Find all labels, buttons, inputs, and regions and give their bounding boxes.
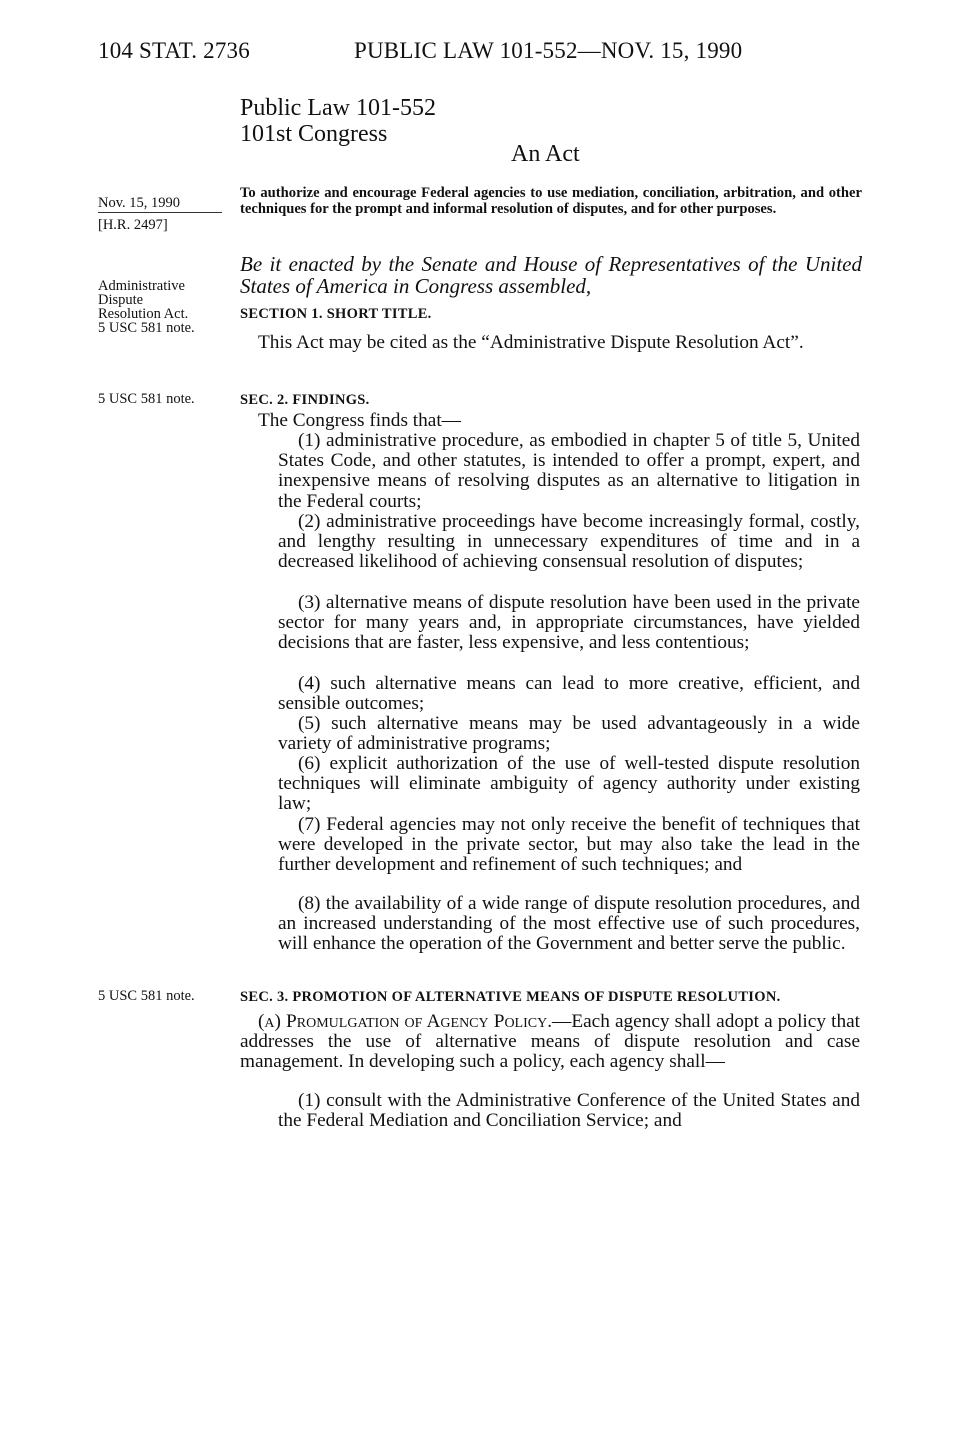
section-2-margin-note xyxy=(98,392,230,406)
margin-line: 5 USC 581 note. xyxy=(98,988,195,1004)
enactment-date xyxy=(98,196,230,210)
margin-line: 5 USC 581 note. xyxy=(98,391,195,407)
finding-1: (1) administrative procedure, as embodied in chapter 5 of title 5, United States Code, and other statutes, is intended to offer a prompt, expert, and inexpensive means of resolving disputes as an alternative to litigation in the Federal courts; xyxy=(278,430,860,512)
margin-line: 5 USC 581 note. xyxy=(98,320,195,336)
bill-number xyxy=(98,218,230,232)
finding-4: (4) such alternative means can lead to more creative, efficient, and sensible outcomes; xyxy=(278,673,860,715)
enacting-clause: Be it enacted by the Senate and House of Representatives of the United States of America in Congress assembled, xyxy=(240,252,862,298)
stat-page-number: 104 STAT. 2736 xyxy=(98,38,250,63)
margin-line: Resolution Act. xyxy=(98,306,189,322)
purpose-statement: To authorize and encourage Federal agencies to use mediation, conciliation, arbitration, and other techniques for the prompt and informal resolution of disputes, and for other purposes. xyxy=(240,185,862,217)
date-text: Nov. 15, 1990 xyxy=(98,195,181,211)
bill-text: [H.R. 2497] xyxy=(98,217,168,233)
finding-2: (2) administrative proceedings have become increasingly formal, costly, and lengthy resulting in unnecessary expenditures of time and in a decreased likelihood of achieving consensual resolution of disputes; xyxy=(278,511,860,573)
congress-number: 101st Congress xyxy=(240,121,388,147)
subsection-a-item-1: (1) consult with the Administrative Conference of the United States and the Federal Mediation and Conciliation Service; and xyxy=(278,1090,860,1132)
short-title-margin-note xyxy=(98,279,230,335)
findings-intro: The Congress finds that— xyxy=(258,410,461,431)
margin-line: Dispute xyxy=(98,292,144,308)
running-title: PUBLIC LAW 101-552—NOV. 15, 1990 xyxy=(354,38,743,63)
subsection-a xyxy=(240,1012,860,1073)
finding-6: (6) explicit authorization of the use of well-tested dispute resolution techniques will eliminate ambiguity of agency authority under existing law; xyxy=(278,753,860,815)
section-1-heading: SECTION 1. SHORT TITLE. xyxy=(240,306,432,322)
section-1-text: This Act may be cited as the “Administrative Dispute Resolution Act”. xyxy=(258,332,804,353)
public-law-number: Public Law 101-552 xyxy=(240,95,436,121)
margin-line: Administrative xyxy=(98,278,185,294)
finding-3: (3) alternative means of dispute resolution have been used in the private sector for many years and, in appropriate circumstances, have yielded decisions that are faster, less expensive, and less contentious; xyxy=(278,592,860,654)
act-label: An Act xyxy=(511,141,580,167)
subsection-a-label: (a) Promulgation of Agency Policy. xyxy=(258,1011,553,1032)
section-3-heading: SEC. 3. PROMOTION OF ALTERNATIVE MEANS OF DISPUTE RESOLUTION. xyxy=(240,989,781,1005)
finding-5: (5) such alternative means may be used advantageously in a wide variety of administrative programs; xyxy=(278,713,860,755)
finding-8: (8) the availability of a wide range of dispute resolution procedures, and an increased understanding of the most effective use of such procedures, will enhance the operation of the Government and better serve the public. xyxy=(278,893,860,955)
section-3-margin-note xyxy=(98,989,230,1003)
finding-7: (7) Federal agencies may not only receive the benefit of techniques that were developed in the private sector, but may also take the lead in the further development and refinement of such techniques; and xyxy=(278,814,860,876)
margin-divider xyxy=(98,212,222,213)
section-2-heading: SEC. 2. FINDINGS. xyxy=(240,392,370,408)
subsection-a-text: —Each agency shall adopt a policy that addresses the use of alternative means of dispute resolution and case management. In developing such a policy, each agency shall— xyxy=(240,1011,860,1073)
